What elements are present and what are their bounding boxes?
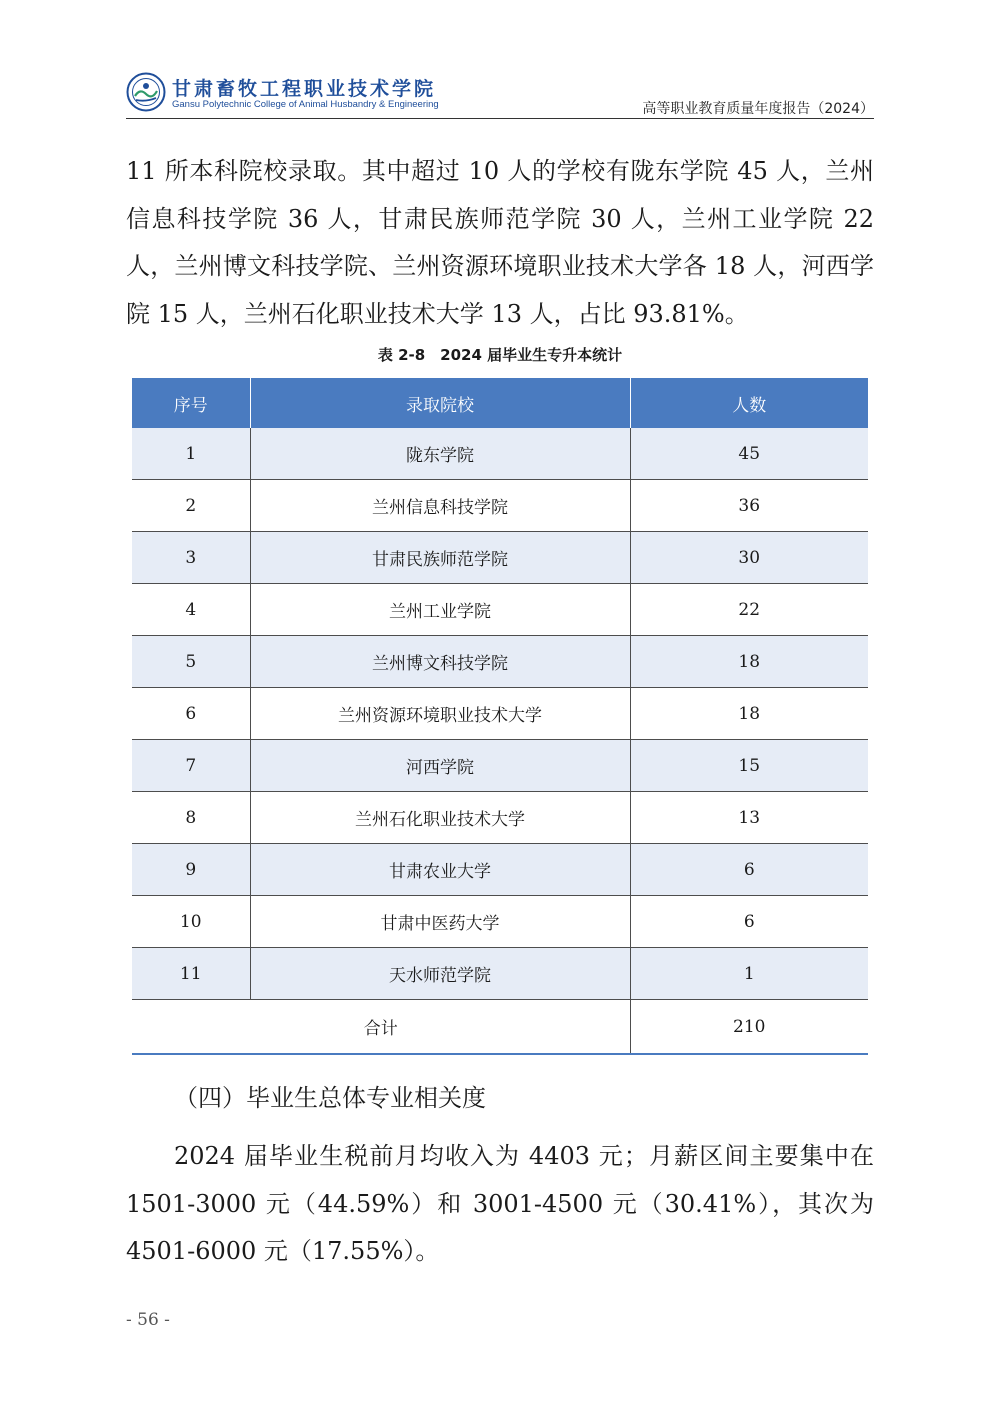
table-row — [132, 480, 868, 532]
intro-paragraph: 11 所本科院校录取。其中超过 10 人的学校有陇东学院 45 人，兰州信息科技学院 36 人，甘肃民族师范学院 30 人，兰州工业学院 22 人，兰州博文科技学院、兰州资源环境职业技术大学各 18 人，河西学院 15 人，兰州石化职业技术大学 13 人，占比 93.81%。 — [126, 157, 874, 328]
cell-count: 30 — [630, 532, 868, 584]
header-institution: 录取院校 — [250, 378, 630, 428]
cell-count: 45 — [630, 428, 868, 480]
section-heading: （四）毕业生总体专业相关度 — [174, 1084, 486, 1112]
cell-serial: 2 — [132, 480, 250, 532]
page-header — [126, 68, 874, 119]
cell-serial: 10 — [132, 896, 250, 948]
cell-count: 18 — [630, 688, 868, 740]
table-total-row — [132, 1000, 868, 1055]
college-name-cn: 甘肃畜牧工程职业技术学院 — [172, 78, 437, 100]
cell-serial: 1 — [132, 428, 250, 480]
cell-institution: 陇东学院 — [250, 428, 630, 480]
cell-count: 6 — [630, 896, 868, 948]
table-row — [132, 792, 868, 844]
cell-serial: 7 — [132, 740, 250, 792]
salary-paragraph: 2024 届毕业生税前月均收入为 4403 元；月薪区间主要集中在 1501-3000 元（44.59%）和 3001-4500 元（30.41%），其次为 4501-6000 元（17.55%）。 — [126, 1142, 874, 1265]
cell-count: 22 — [630, 584, 868, 636]
upgrade-admission-table — [132, 378, 868, 1055]
cell-institution: 甘肃农业大学 — [250, 844, 630, 896]
cell-institution: 兰州石化职业技术大学 — [250, 792, 630, 844]
table-caption: 表 2-8 2024 届毕业生专升本统计 — [377, 346, 623, 364]
cell-institution: 甘肃中医药大学 — [250, 896, 630, 948]
total-value: 210 — [630, 1000, 868, 1055]
table-row — [132, 584, 868, 636]
college-seal-icon — [126, 72, 166, 112]
cell-serial: 4 — [132, 584, 250, 636]
cell-count: 36 — [630, 480, 868, 532]
cell-count: 13 — [630, 792, 868, 844]
header-serial: 序号 — [132, 378, 250, 428]
page-number: - 56 - — [126, 1310, 170, 1330]
cell-serial: 5 — [132, 636, 250, 688]
report-title: 高等职业教育质量年度报告（2024） — [642, 101, 874, 117]
table-row — [132, 844, 868, 896]
table-row — [132, 896, 868, 948]
cell-institution: 兰州博文科技学院 — [250, 636, 630, 688]
cell-count: 15 — [630, 740, 868, 792]
table-row — [132, 688, 868, 740]
cell-count: 18 — [630, 636, 868, 688]
cell-institution: 兰州信息科技学院 — [250, 480, 630, 532]
total-label: 合计 — [132, 1000, 630, 1055]
cell-serial: 6 — [132, 688, 250, 740]
table-row — [132, 532, 868, 584]
table-row — [132, 740, 868, 792]
college-name-en: Gansu Polytechnic College of Animal Husbandry & Engineering — [172, 99, 439, 110]
cell-count: 6 — [630, 844, 868, 896]
cell-institution: 兰州工业学院 — [250, 584, 630, 636]
cell-serial: 9 — [132, 844, 250, 896]
cell-serial: 3 — [132, 532, 250, 584]
cell-institution: 甘肃民族师范学院 — [250, 532, 630, 584]
cell-count: 1 — [630, 948, 868, 1000]
cell-institution: 兰州资源环境职业技术大学 — [250, 688, 630, 740]
cell-serial: 11 — [132, 948, 250, 1000]
header-count: 人数 — [630, 378, 868, 428]
table-row — [132, 636, 868, 688]
cell-institution: 河西学院 — [250, 740, 630, 792]
table-row — [132, 948, 868, 1000]
cell-serial: 8 — [132, 792, 250, 844]
table-header-row — [132, 378, 868, 428]
cell-institution: 天水师范学院 — [250, 948, 630, 1000]
table-row — [132, 428, 868, 480]
